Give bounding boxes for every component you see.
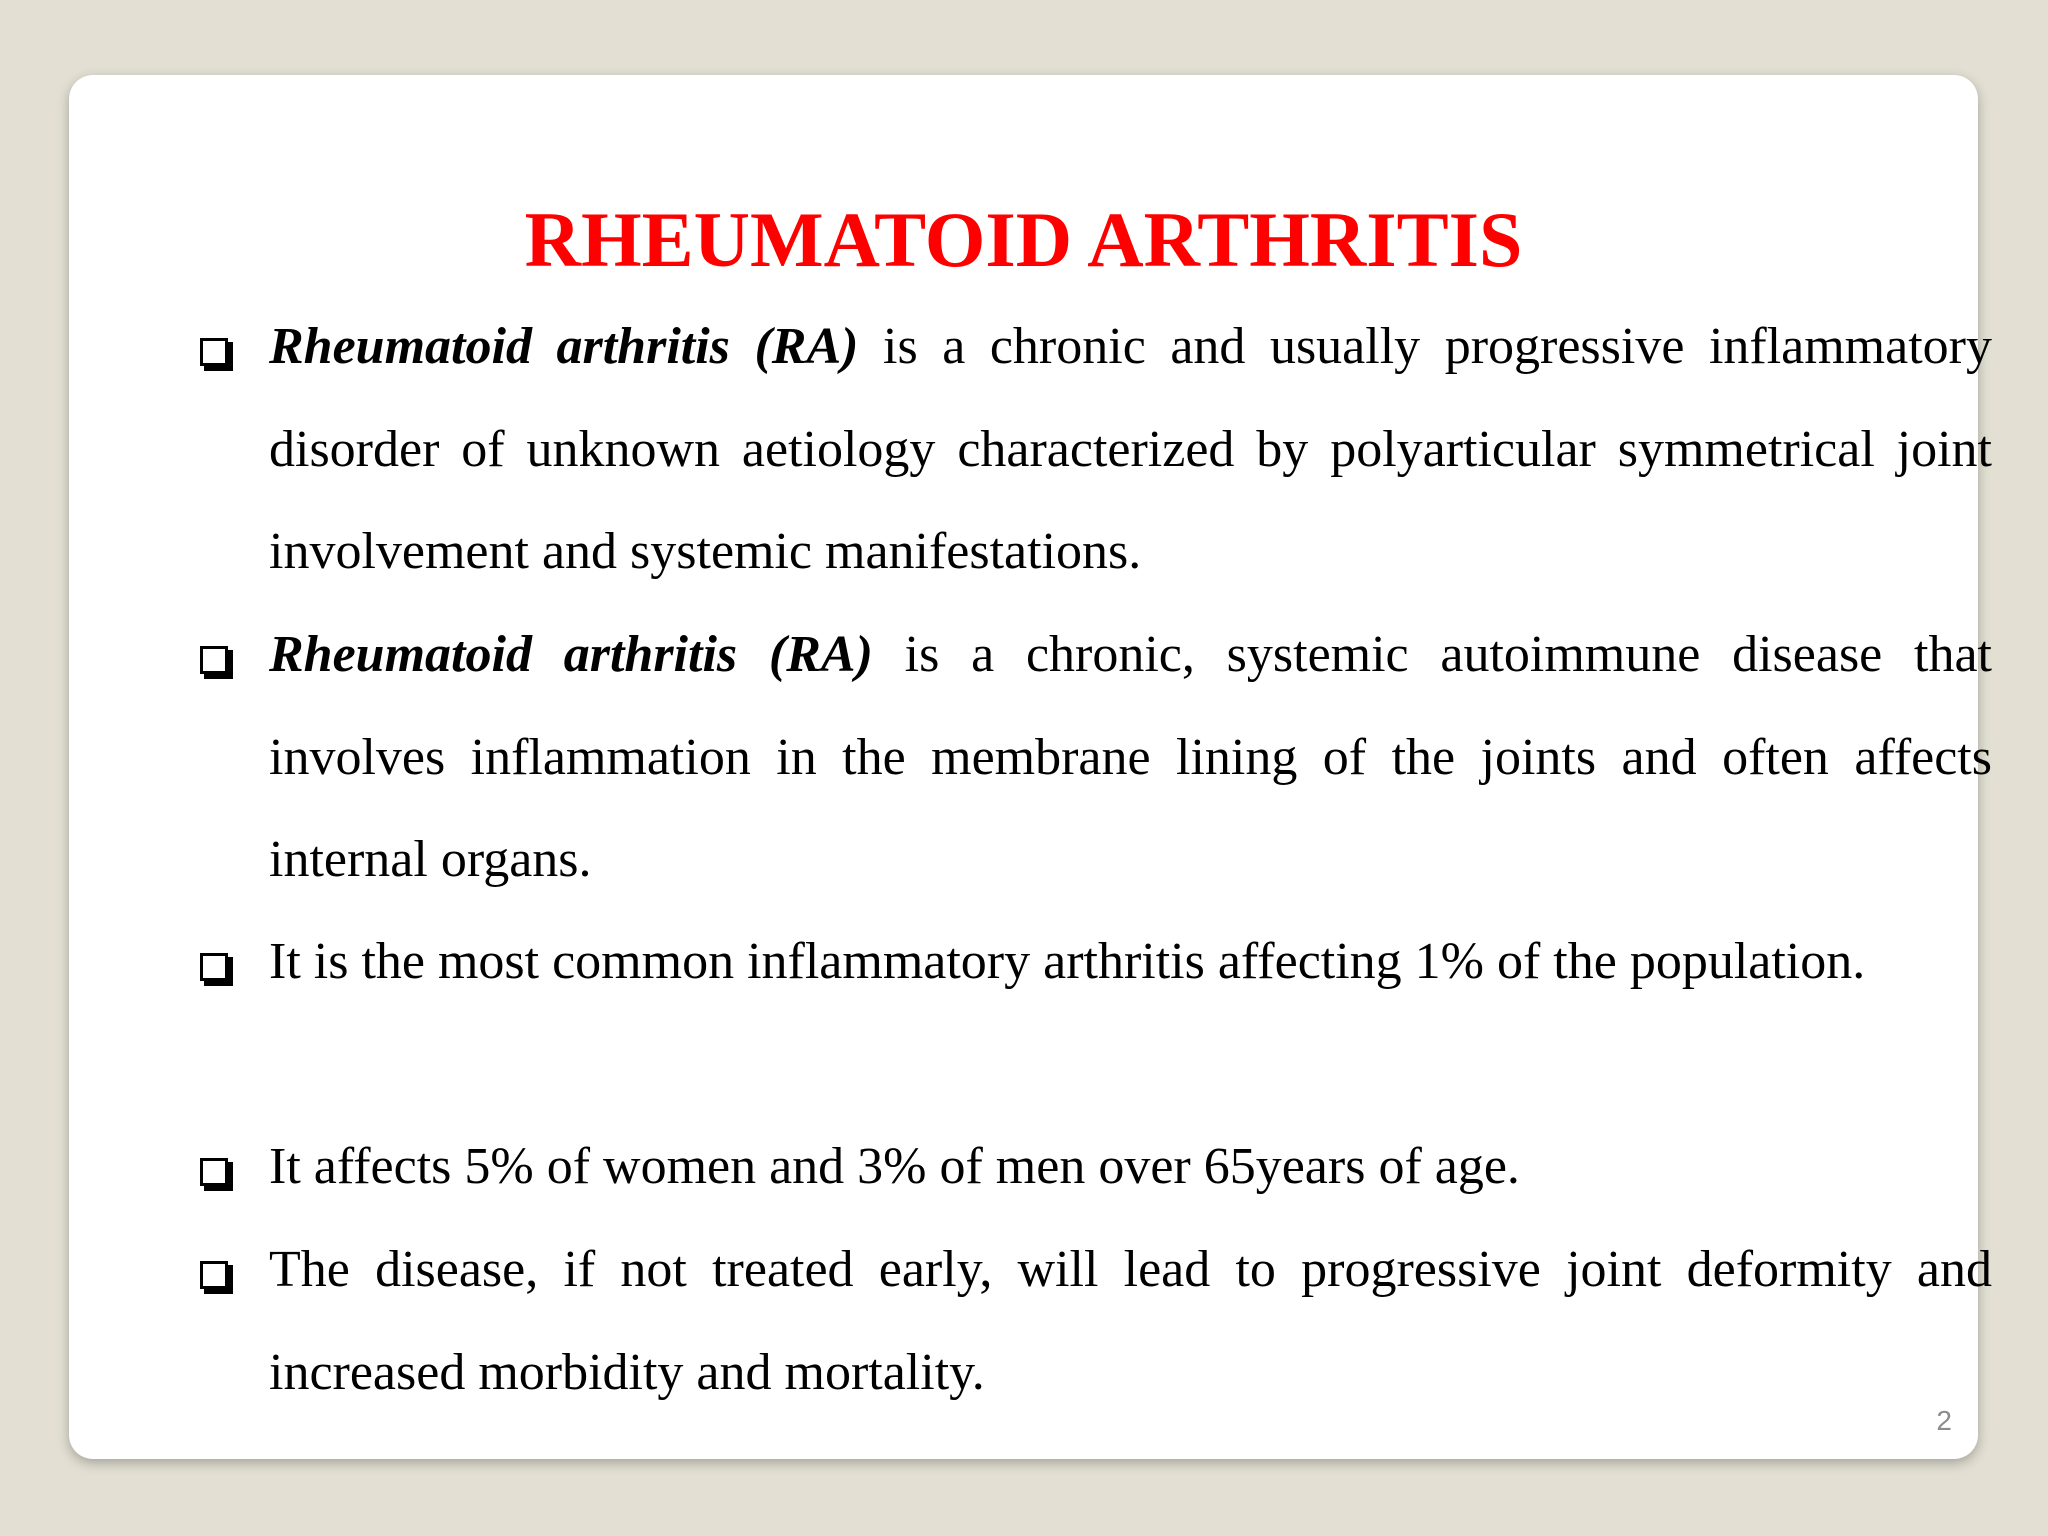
bullet-body: It is the most common inflammatory arthritis affecting 1% of the population. [269,933,1866,990]
checkbox-square-icon [200,646,233,679]
bullet-text [269,1219,1992,1424]
bullet-text [269,1116,1992,1219]
bullet-body: The disease, if not treated early, will lead to progressive joint deformity and increased morbidity and mortality. [269,1241,1992,1401]
checkbox-square-icon [200,1158,233,1191]
bullet-text [269,296,1992,604]
checkbox-square-icon [200,338,233,371]
bullet-term: Rheumatoid arthritis (RA) [269,318,859,375]
bullet-body: It affects 5% of women and 3% of men over 65years of age. [269,1138,1520,1195]
page-number: 2 [1936,1405,1952,1436]
bullet-text [269,604,1992,912]
bullet-term: Rheumatoid arthritis (RA) [269,626,873,683]
bullet-list [69,75,1992,1459]
bullet-text [269,911,1992,1014]
slide-title: RHEUMATOID ARTHRITIS [524,196,1523,283]
checkbox-square-icon [200,1261,233,1294]
bullet-body: is a chronic and usually progressive inflammatory disorder of unknown aetiology characterized by polyarticular symmetrical joint involvement and systemic manifestations. [269,318,1992,580]
slide [69,75,1992,1459]
checkbox-square-icon [200,953,233,986]
bullet-body: is a chronic, systemic autoimmune disease that involves inflammation in the membrane lining of the joints and often affects internal organs. [269,626,1992,888]
